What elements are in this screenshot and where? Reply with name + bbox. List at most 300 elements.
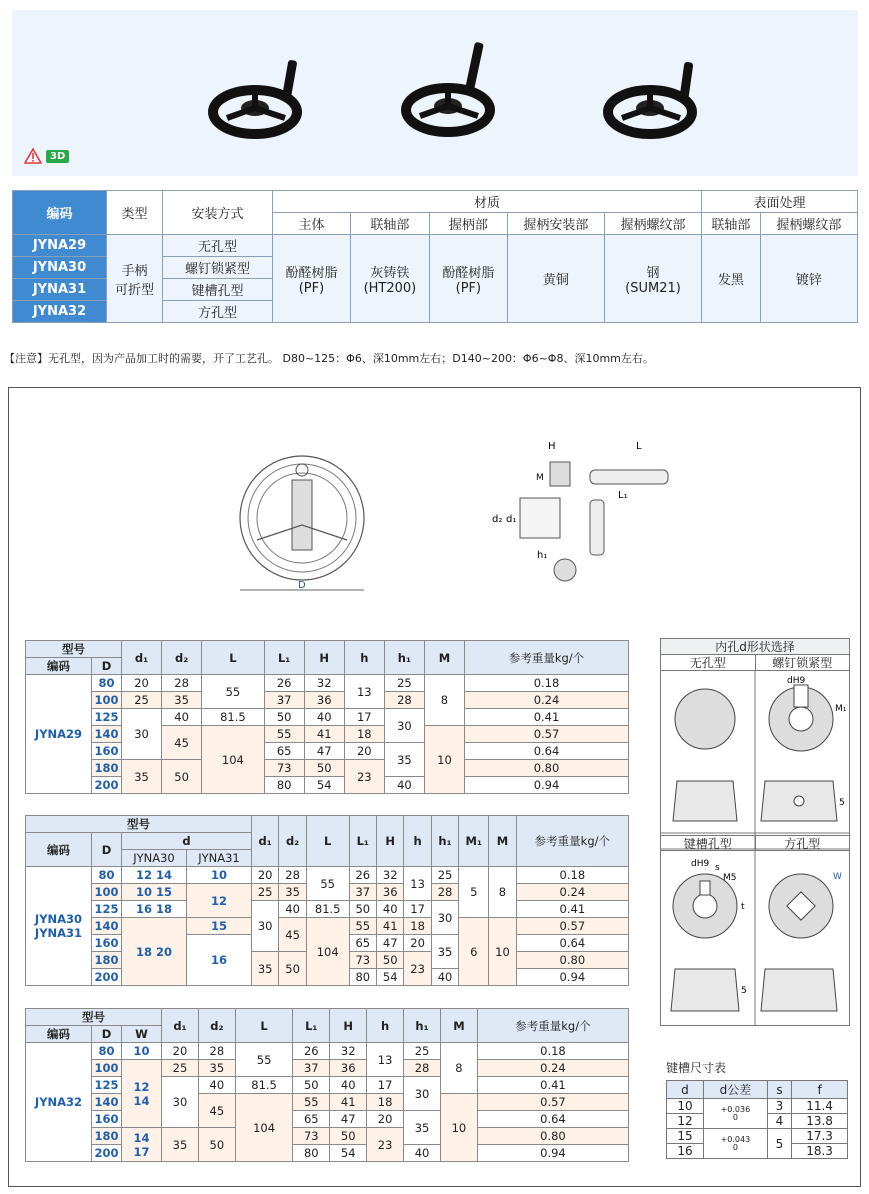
t1-cell: 104 — [202, 726, 264, 794]
kw-cell: 5 — [767, 1129, 791, 1159]
key-M5-label: M5 — [723, 873, 737, 883]
table-jyna29 — [25, 640, 629, 794]
t1-L1: L₁ — [264, 641, 304, 675]
t1-cell: 35 — [162, 692, 202, 709]
t2-cell: 20 — [404, 935, 431, 952]
t3-D: 200 — [92, 1145, 122, 1162]
t2-cell: 50 — [279, 952, 306, 986]
t3-D: 140 — [92, 1094, 122, 1111]
t3-cell: 23 — [367, 1128, 404, 1162]
t2-cell: 40 — [376, 901, 403, 918]
t1-cell: 8 — [424, 675, 464, 726]
t2-cell: 0.57 — [516, 918, 628, 935]
kw-tol-1 — [703, 1099, 767, 1129]
kw-cell: 17.3 — [792, 1129, 848, 1144]
t2-D: 180 — [92, 952, 122, 969]
kw-f-h: f — [792, 1081, 848, 1099]
t3-h: h — [367, 1009, 404, 1043]
t3-cell: 35 — [404, 1111, 441, 1145]
t1-weight: 参考重量kg/个 — [465, 641, 629, 675]
t1-cell: 0.57 — [465, 726, 629, 743]
t1-D: 100 — [92, 692, 122, 709]
t1-cell: 0.24 — [465, 692, 629, 709]
t1-D: 160 — [92, 743, 122, 760]
dim-d2: d₂ — [492, 514, 503, 525]
t1-L: L — [202, 641, 264, 675]
front-view-drawing — [232, 450, 372, 600]
t3-cell: 0.41 — [477, 1077, 628, 1094]
t3-h1: h₁ — [404, 1009, 441, 1043]
t1-cell: 50 — [304, 760, 344, 777]
t2-D: 140 — [92, 918, 122, 935]
t1-cell: 30 — [122, 709, 162, 760]
t2-cell: 0.41 — [516, 901, 628, 918]
t3-cell: 41 — [330, 1094, 367, 1111]
t2-cell: 8 — [489, 867, 516, 918]
kw-tol-2b: 0 — [732, 1142, 738, 1152]
t2-cell: 81.5 — [306, 901, 349, 918]
header-surf-thread: 握柄螺纹部 — [760, 213, 857, 235]
3d-badge[interactable]: 3D — [46, 150, 69, 163]
t2-cell: 12 — [186, 884, 251, 918]
kw-tol-2a: +0.043 — [720, 1134, 751, 1144]
t2-M: M — [489, 816, 516, 867]
t2-D: 125 — [92, 901, 122, 918]
kw-cell: 12 — [667, 1114, 704, 1129]
t1-cell: 0.94 — [465, 777, 629, 794]
t1-cell: 50 — [264, 709, 304, 726]
t2-cell: 0.18 — [516, 867, 628, 884]
hole-shape-panel — [660, 638, 850, 1026]
t3-cell: 50 — [330, 1128, 367, 1145]
header-grip-mount: 握柄安装部 — [507, 213, 604, 235]
kw-cell: 16 — [667, 1144, 704, 1159]
screw-M1-label: M₁ — [835, 704, 847, 714]
t1-h1: h₁ — [384, 641, 424, 675]
t2-cell: 35 — [251, 952, 278, 986]
t3-cell: 25 — [404, 1043, 441, 1060]
t2-cell: 12 14 — [122, 867, 187, 884]
t3-cell: 10 — [440, 1094, 477, 1162]
t2-cell: 40 — [431, 969, 458, 986]
t2-cell: 26 — [349, 867, 376, 884]
keyway-label: 键槽孔型 — [661, 835, 755, 851]
t2-D-h: D — [92, 833, 122, 867]
t3-W-h: W — [122, 1026, 162, 1043]
t2-cell: 40 — [279, 901, 306, 918]
hole-shape-title: 内孔d形状选择 — [661, 639, 849, 655]
t3-cell: 0.24 — [477, 1060, 628, 1077]
t2-L1: L₁ — [349, 816, 376, 867]
t1-cell: 36 — [304, 692, 344, 709]
t2-cell: 20 — [251, 867, 278, 884]
t1-cell: 32 — [304, 675, 344, 692]
code-cell[interactable]: JYNA29 — [13, 235, 107, 257]
keyway-table — [666, 1080, 848, 1159]
t3-cell: 12 14 — [122, 1060, 162, 1128]
side-view-drawing — [490, 440, 690, 600]
t2-cell: 73 — [349, 952, 376, 969]
kw-tol-2 — [703, 1129, 767, 1159]
t1-cell: 47 — [304, 743, 344, 760]
t1-cell: 35 — [122, 760, 162, 794]
t2-h1: h₁ — [431, 816, 458, 867]
t1-cell: 73 — [264, 760, 304, 777]
t2-cell: 32 — [376, 867, 403, 884]
header-code: 编码 — [13, 191, 107, 235]
t3-cell: 40 — [404, 1145, 441, 1162]
t3-L: L — [235, 1009, 293, 1043]
kw-tol-1a: +0.036 — [720, 1104, 751, 1114]
t3-weight: 参考重量kg/个 — [477, 1009, 628, 1043]
t2-cell: 15 — [186, 918, 251, 935]
t2-cell: 50 — [376, 952, 403, 969]
t2-cell: 10 — [489, 918, 516, 986]
t2-cell: 18 20 — [122, 918, 187, 986]
t3-D-h: D — [92, 1026, 122, 1043]
dim-L: L — [636, 441, 642, 452]
t2-cell: 13 — [404, 867, 431, 901]
t2-cell: 10 — [186, 867, 251, 884]
t1-D: 125 — [92, 709, 122, 726]
mount-cell: 键槽孔型 — [163, 279, 273, 301]
t2-D: 100 — [92, 884, 122, 901]
t2-cell: 25 — [251, 884, 278, 901]
kw-cell: 13.8 — [792, 1114, 848, 1129]
t3-cell: 32 — [330, 1043, 367, 1060]
t1-cell: 41 — [304, 726, 344, 743]
t3-cell: 35 — [162, 1128, 199, 1162]
t2-cell: 65 — [349, 935, 376, 952]
t2-d2: d₂ — [279, 816, 306, 867]
t3-d2: d₂ — [198, 1009, 235, 1043]
t2-cell: 6 — [459, 918, 489, 986]
t2-cell: 104 — [306, 918, 349, 986]
t3-cell: 30 — [162, 1077, 199, 1128]
t1-cell: 55 — [264, 726, 304, 743]
table-jyna30-31 — [25, 815, 629, 986]
t3-D: 100 — [92, 1060, 122, 1077]
dim-L1: L₁ — [618, 490, 628, 501]
t1-cell: 81.5 — [202, 709, 264, 726]
t1-cell: 13 — [344, 675, 384, 709]
t3-cell: 28 — [404, 1060, 441, 1077]
t3-cell: 50 — [293, 1077, 330, 1094]
t1-cell: 65 — [264, 743, 304, 760]
t1-D: 200 — [92, 777, 122, 794]
t1-model: 型号 — [26, 641, 122, 658]
key-5-label: 5 — [741, 986, 747, 996]
code-cell[interactable]: JYNA31 — [13, 279, 107, 301]
t3-cell: 50 — [198, 1128, 235, 1162]
screw-5-label: 5 — [839, 798, 845, 808]
header-type: 类型 — [107, 191, 163, 235]
t1-cell: 25 — [384, 675, 424, 692]
t2-D: 160 — [92, 935, 122, 952]
t2-cell: 45 — [279, 918, 306, 952]
t1-cell: 37 — [264, 692, 304, 709]
t2-d-h: d — [122, 833, 252, 850]
t3-cell: 28 — [198, 1043, 235, 1060]
t2-code-h: 编码 — [26, 833, 92, 867]
keyway-table-title: 键槽尺寸表 — [666, 1061, 727, 1075]
t1-cell: 40 — [304, 709, 344, 726]
t2-cell: 0.64 — [516, 935, 628, 952]
t1-cell: 0.80 — [465, 760, 629, 777]
t3-H: H — [330, 1009, 367, 1043]
t2-cell: 55 — [306, 867, 349, 901]
product-image-panel — [12, 10, 858, 176]
t3-d1: d₁ — [162, 1009, 199, 1043]
t2-d1: d₁ — [251, 816, 278, 867]
t2-L: L — [306, 816, 349, 867]
header-material: 材质 — [273, 191, 702, 213]
t1-cell: 23 — [344, 760, 384, 794]
t3-cell: 0.18 — [477, 1043, 628, 1060]
kw-cell: 18.3 — [792, 1144, 848, 1159]
t3-cell: 81.5 — [235, 1077, 293, 1094]
dim-D: D — [298, 580, 306, 591]
t3-cell: 0.64 — [477, 1111, 628, 1128]
handwheel-image-3 — [602, 50, 712, 150]
t2-cell: 5 — [459, 867, 489, 918]
t1-cell: 26 — [264, 675, 304, 692]
t3-cell: 10 — [122, 1043, 162, 1060]
t3-cell: 55 — [235, 1043, 293, 1077]
t3-code-h: 编码 — [26, 1026, 92, 1043]
t1-d1: d₁ — [122, 641, 162, 675]
t3-cell: 65 — [293, 1111, 330, 1128]
t1-cell: 18 — [344, 726, 384, 743]
t2-cell: 54 — [376, 969, 403, 986]
t1-d2: d₂ — [162, 641, 202, 675]
handwheel-image-2 — [400, 40, 510, 150]
t2-cell: 36 — [376, 884, 403, 901]
t2-cell: 25 — [431, 867, 458, 884]
t1-cell: 20 — [122, 675, 162, 692]
t3-model: 型号 — [26, 1009, 162, 1026]
t2-cell: 28 — [431, 884, 458, 901]
t2-cell: 0.24 — [516, 884, 628, 901]
grip-mount-material: 黄铜 — [507, 235, 604, 323]
t1-cell: 55 — [202, 675, 264, 709]
t3-cell: 35 — [198, 1060, 235, 1077]
t3-cell: 25 — [162, 1060, 199, 1077]
t1-cell: 35 — [384, 743, 424, 777]
code-cell[interactable]: JYNA30 — [13, 257, 107, 279]
t3-D: 125 — [92, 1077, 122, 1094]
t3-cell: 20 — [162, 1043, 199, 1060]
t1-H: H — [304, 641, 344, 675]
mount-cell: 无孔型 — [163, 235, 273, 257]
square-hole-label: 方孔型 — [755, 835, 850, 851]
t2-cell: 0.94 — [516, 969, 628, 986]
t3-cell: 47 — [330, 1111, 367, 1128]
body-material: 酚醛树脂 (PF) — [273, 235, 351, 323]
t3-D: 80 — [92, 1043, 122, 1060]
t3-cell: 80 — [293, 1145, 330, 1162]
t1-D-h: D — [92, 658, 122, 675]
t1-cell: 0.64 — [465, 743, 629, 760]
t2-cell: 17 — [404, 901, 431, 918]
t3-cell: 20 — [367, 1111, 404, 1128]
key-s-label: s — [715, 863, 720, 873]
t2-D: 200 — [92, 969, 122, 986]
header-grip-thread: 握柄螺纹部 — [604, 213, 701, 235]
t3-cell: 54 — [330, 1145, 367, 1162]
t2-cell: 18 — [404, 918, 431, 935]
kw-tol-1b: 0 — [732, 1112, 738, 1122]
t3-cell: 37 — [293, 1060, 330, 1077]
t3-cell: 14 17 — [122, 1128, 162, 1162]
header-mount: 安装方式 — [163, 191, 273, 235]
t2-h: h — [404, 816, 431, 867]
t2-cell: 16 18 — [122, 901, 187, 918]
hub-material: 灰铸铁 (HT200) — [350, 235, 429, 323]
t3-cell: 73 — [293, 1128, 330, 1145]
t2-H: H — [376, 816, 403, 867]
t2-j30-h: JYNA30 — [122, 850, 187, 867]
t1-cell: 40 — [384, 777, 424, 794]
t3-cell: 45 — [198, 1094, 235, 1128]
t2-cell: 50 — [349, 901, 376, 918]
header-surf-hub: 联轴部 — [702, 213, 761, 235]
t2-cell: 35 — [279, 884, 306, 901]
spec-table — [12, 190, 858, 323]
t2-cell: 10 15 — [122, 884, 187, 901]
kw-cell: 4 — [767, 1114, 791, 1129]
t1-code-h: 编码 — [26, 658, 92, 675]
t3-cell: 8 — [440, 1043, 477, 1094]
t1-cell: 10 — [424, 726, 464, 794]
t2-cell: 80 — [349, 969, 376, 986]
no-hole-label: 无孔型 — [661, 655, 755, 671]
t3-D: 180 — [92, 1128, 122, 1145]
header-grip: 握柄部 — [429, 213, 507, 235]
t1-cell: 40 — [162, 709, 202, 726]
t3-M: M — [440, 1009, 477, 1043]
t3-cell: 26 — [293, 1043, 330, 1060]
kw-s-h: s — [767, 1081, 791, 1099]
t2-code: JYNA30 JYNA31 — [26, 867, 92, 986]
dim-M: M — [536, 473, 544, 483]
t2-cell: 28 — [279, 867, 306, 884]
t1-M: M — [424, 641, 464, 675]
t2-cell: 41 — [376, 918, 403, 935]
t1-D: 80 — [92, 675, 122, 692]
kw-d-h: d — [667, 1081, 704, 1099]
t1-cell: 54 — [304, 777, 344, 794]
t2-M1: M₁ — [459, 816, 489, 867]
t3-D: 160 — [92, 1111, 122, 1128]
t3-cell: 40 — [330, 1077, 367, 1094]
t1-cell: 0.18 — [465, 675, 629, 692]
mount-cell: 方孔型 — [163, 301, 273, 323]
t3-cell: 18 — [367, 1094, 404, 1111]
dim-d1: d₁ — [506, 514, 517, 525]
type-cell: 手柄 可折型 — [107, 235, 163, 323]
key-dH9-label: dH9 — [691, 859, 710, 869]
t2-cell: 47 — [376, 935, 403, 952]
t3-cell: 0.80 — [477, 1128, 628, 1145]
t3-cell: 36 — [330, 1060, 367, 1077]
t2-model: 型号 — [26, 816, 252, 833]
kw-cell: 11.4 — [792, 1099, 848, 1114]
t1-D: 140 — [92, 726, 122, 743]
screw-dH9-label: dH9 — [787, 676, 806, 686]
t1-cell: 28 — [384, 692, 424, 709]
t1-code: JYNA29 — [26, 675, 92, 794]
t2-cell: 16 — [186, 935, 251, 986]
table-jyna32 — [25, 1008, 629, 1162]
kw-cell: 3 — [767, 1099, 791, 1114]
t3-cell: 13 — [367, 1043, 404, 1077]
t1-cell: 30 — [384, 709, 424, 743]
t3-cell: 30 — [404, 1077, 441, 1111]
t3-cell: 0.94 — [477, 1145, 628, 1162]
note-text: 【注意】无孔型，因为产品加工时的需要，开了工艺孔。 D80~125：Φ6、深10mm左右；D140~200：Φ6~Φ8、深10mm左右。 — [4, 352, 654, 365]
t3-cell: 0.57 — [477, 1094, 628, 1111]
t2-cell: 0.80 — [516, 952, 628, 969]
t1-h: h — [344, 641, 384, 675]
t2-D: 80 — [92, 867, 122, 884]
t1-cell: 25 — [122, 692, 162, 709]
t3-L1: L₁ — [293, 1009, 330, 1043]
header-surface: 表面处理 — [702, 191, 858, 213]
t1-cell: 17 — [344, 709, 384, 726]
surf-thread-value: 镀锌 — [760, 235, 857, 323]
t1-D: 180 — [92, 760, 122, 777]
mount-cell: 螺钉锁紧型 — [163, 257, 273, 279]
t3-cell: 104 — [235, 1094, 293, 1162]
t2-cell: 35 — [431, 935, 458, 969]
kw-tol-h: d公差 — [703, 1081, 767, 1099]
t2-cell: 37 — [349, 884, 376, 901]
grip-material: 酚醛树脂 (PF) — [429, 235, 507, 323]
t2-cell: 30 — [431, 901, 458, 935]
t2-weight: 参考重量kg/个 — [516, 816, 628, 867]
t2-cell: 55 — [349, 918, 376, 935]
square-W-label: W — [833, 872, 842, 882]
dim-H: H — [548, 441, 556, 452]
kw-cell: 15 — [667, 1129, 704, 1144]
warning-icon[interactable] — [24, 148, 42, 164]
t1-cell: 50 — [162, 760, 202, 794]
t1-cell: 0.41 — [465, 709, 629, 726]
t2-cell: 23 — [404, 952, 431, 986]
t1-cell: 20 — [344, 743, 384, 760]
t2-j31-h: JYNA31 — [186, 850, 251, 867]
t3-code: JYNA32 — [26, 1043, 92, 1162]
key-t-label: t — [741, 902, 745, 912]
kw-cell: 10 — [667, 1099, 704, 1114]
header-body: 主体 — [273, 213, 351, 235]
t1-cell: 28 — [162, 675, 202, 692]
t1-cell: 45 — [162, 726, 202, 760]
grip-thread-material: 钢 (SUM21) — [604, 235, 701, 323]
code-cell[interactable]: JYNA32 — [13, 301, 107, 323]
header-hub: 联轴部 — [350, 213, 429, 235]
t2-cell: 30 — [251, 901, 278, 952]
dim-h1: h₁ — [537, 550, 548, 561]
t3-cell: 17 — [367, 1077, 404, 1094]
t3-cell: 55 — [293, 1094, 330, 1111]
t3-cell: 40 — [198, 1077, 235, 1094]
handwheel-image-1 — [207, 50, 317, 150]
t1-cell: 80 — [264, 777, 304, 794]
screw-lock-label: 螺钉锁紧型 — [755, 655, 850, 671]
surf-hub-value: 发黑 — [702, 235, 761, 323]
